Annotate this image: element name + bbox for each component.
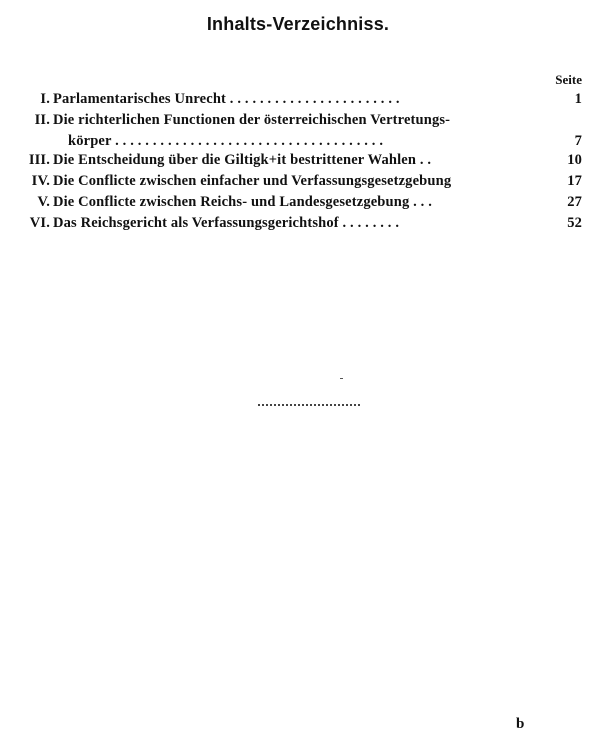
page-number: 7 xyxy=(574,133,582,149)
page-number: 10 xyxy=(567,152,582,168)
chapter-number: II. xyxy=(34,112,50,128)
toc-entry xyxy=(0,110,596,131)
ink-speck xyxy=(340,378,343,379)
page-number: 17 xyxy=(567,173,582,189)
page-title: Inhalts-Verzeichniss. xyxy=(206,14,390,34)
page-column-label: Seite xyxy=(555,72,582,87)
chapter-title: Die Conflicte zwischen einfacher und Verfassungsgesetzgebung xyxy=(53,173,452,189)
chapter-number: IV. xyxy=(31,173,50,189)
chapter-title: Die Entscheidung über die Giltigk+it bestrittener Wahlen . . xyxy=(53,152,432,168)
toc-entry xyxy=(0,89,596,110)
table-of-contents xyxy=(0,89,596,234)
toc-entry-continuation xyxy=(0,131,596,150)
section-divider xyxy=(258,404,360,406)
chapter-title: Das Reichsgericht als Verfassungsgerichtshof . . . . . . . . xyxy=(53,215,400,231)
page-number: 1 xyxy=(574,91,582,107)
page-number: 52 xyxy=(567,215,582,231)
chapter-title: Die richterlichen Functionen der österreichischen Vertretungs- xyxy=(53,112,451,128)
signature-mark: b xyxy=(516,716,525,732)
page-number: 27 xyxy=(567,194,582,210)
chapter-number: III. xyxy=(28,152,50,168)
toc-entry xyxy=(0,150,596,171)
chapter-title: körper . . . . . . . . . . . . . . . . . . . . . . . . . . . . . . . . . . . . xyxy=(68,133,384,149)
toc-entry xyxy=(0,192,596,213)
chapter-title: Parlamentarisches Unrecht . . . . . . . . . . . . . . . . . . . . . . . xyxy=(53,91,400,107)
chapter-number: V. xyxy=(37,194,50,210)
chapter-number: VI. xyxy=(29,215,50,231)
toc-entry xyxy=(0,213,596,234)
toc-entry xyxy=(0,171,596,192)
chapter-title: Die Conflicte zwischen Reichs- und Landesgesetzgebung . . . xyxy=(53,194,432,210)
chapter-number: I. xyxy=(40,91,50,107)
